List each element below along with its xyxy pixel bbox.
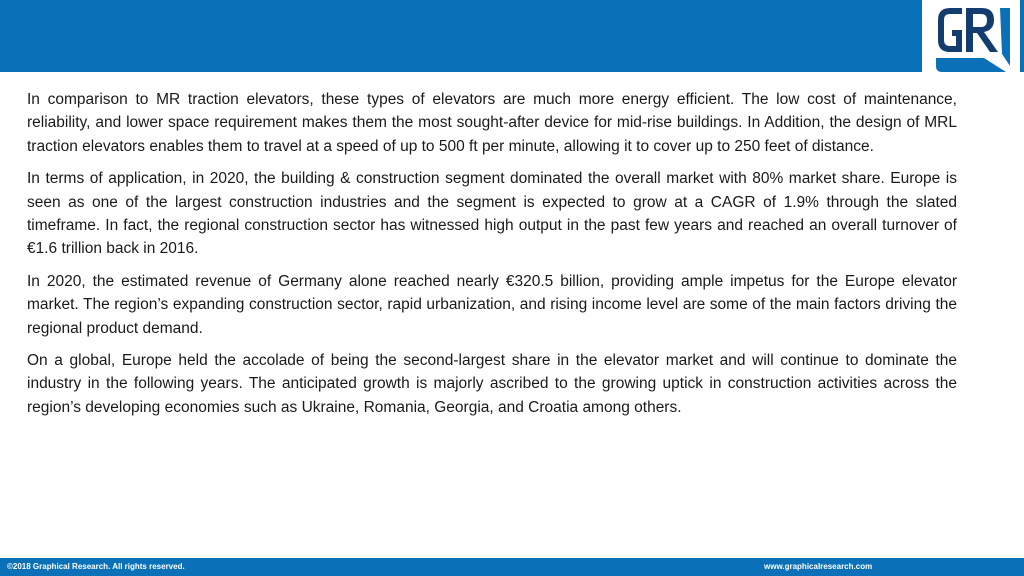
company-logo [922, 0, 1020, 76]
paragraph-4: On a global, Europe held the accolade of being the second-largest share in the elevator market and will continue to dominate the industry in the following years. The anticipated growth is majorly ascribed to the growing uptick in construction activities across the region’s developing economies such as Ukraine, Romania, Georgia, and Croatia among others. [27, 352, 957, 416]
body-text [27, 88, 957, 428]
copyright-text: ©2018 Graphical Research. All rights reserved. [7, 562, 185, 571]
graphical-research-logo-icon [922, 0, 1020, 76]
paragraph-1: In comparison to MR traction elevators, these types of elevators are much more energy efficient. The low cost of maintenance, reliability, and lower space requirement makes them the most sought-after device for mid-rise buildings. In Addition, the design of MRL traction elevators enables them to travel at a speed of up to 500 ft per minute, allowing it to cover up to 250 feet of distance. [27, 91, 957, 155]
paragraph-2: In terms of application, in 2020, the building & construction segment dominated the overall market with 80% market share. Europe is seen as one of the largest construction industries and the segment is expected to grow at a CAGR of 1.9% through the slated timeframe. In fact, the regional construction sector has witnessed high output in the past few years and reached an overall turnover of €1.6 trillion back in 2016. [27, 170, 957, 258]
header-bar [0, 0, 1024, 72]
footer-bar [0, 558, 1024, 576]
website-link[interactable]: www.graphicalresearch.com [764, 562, 873, 571]
paragraph-3: In 2020, the estimated revenue of Germany alone reached nearly €320.5 billion, providing ample impetus for the Europe elevator market. The region’s expanding construction sector, rapid urbanization, and rising income level are some of the main factors driving the regional product demand. [27, 272, 957, 337]
